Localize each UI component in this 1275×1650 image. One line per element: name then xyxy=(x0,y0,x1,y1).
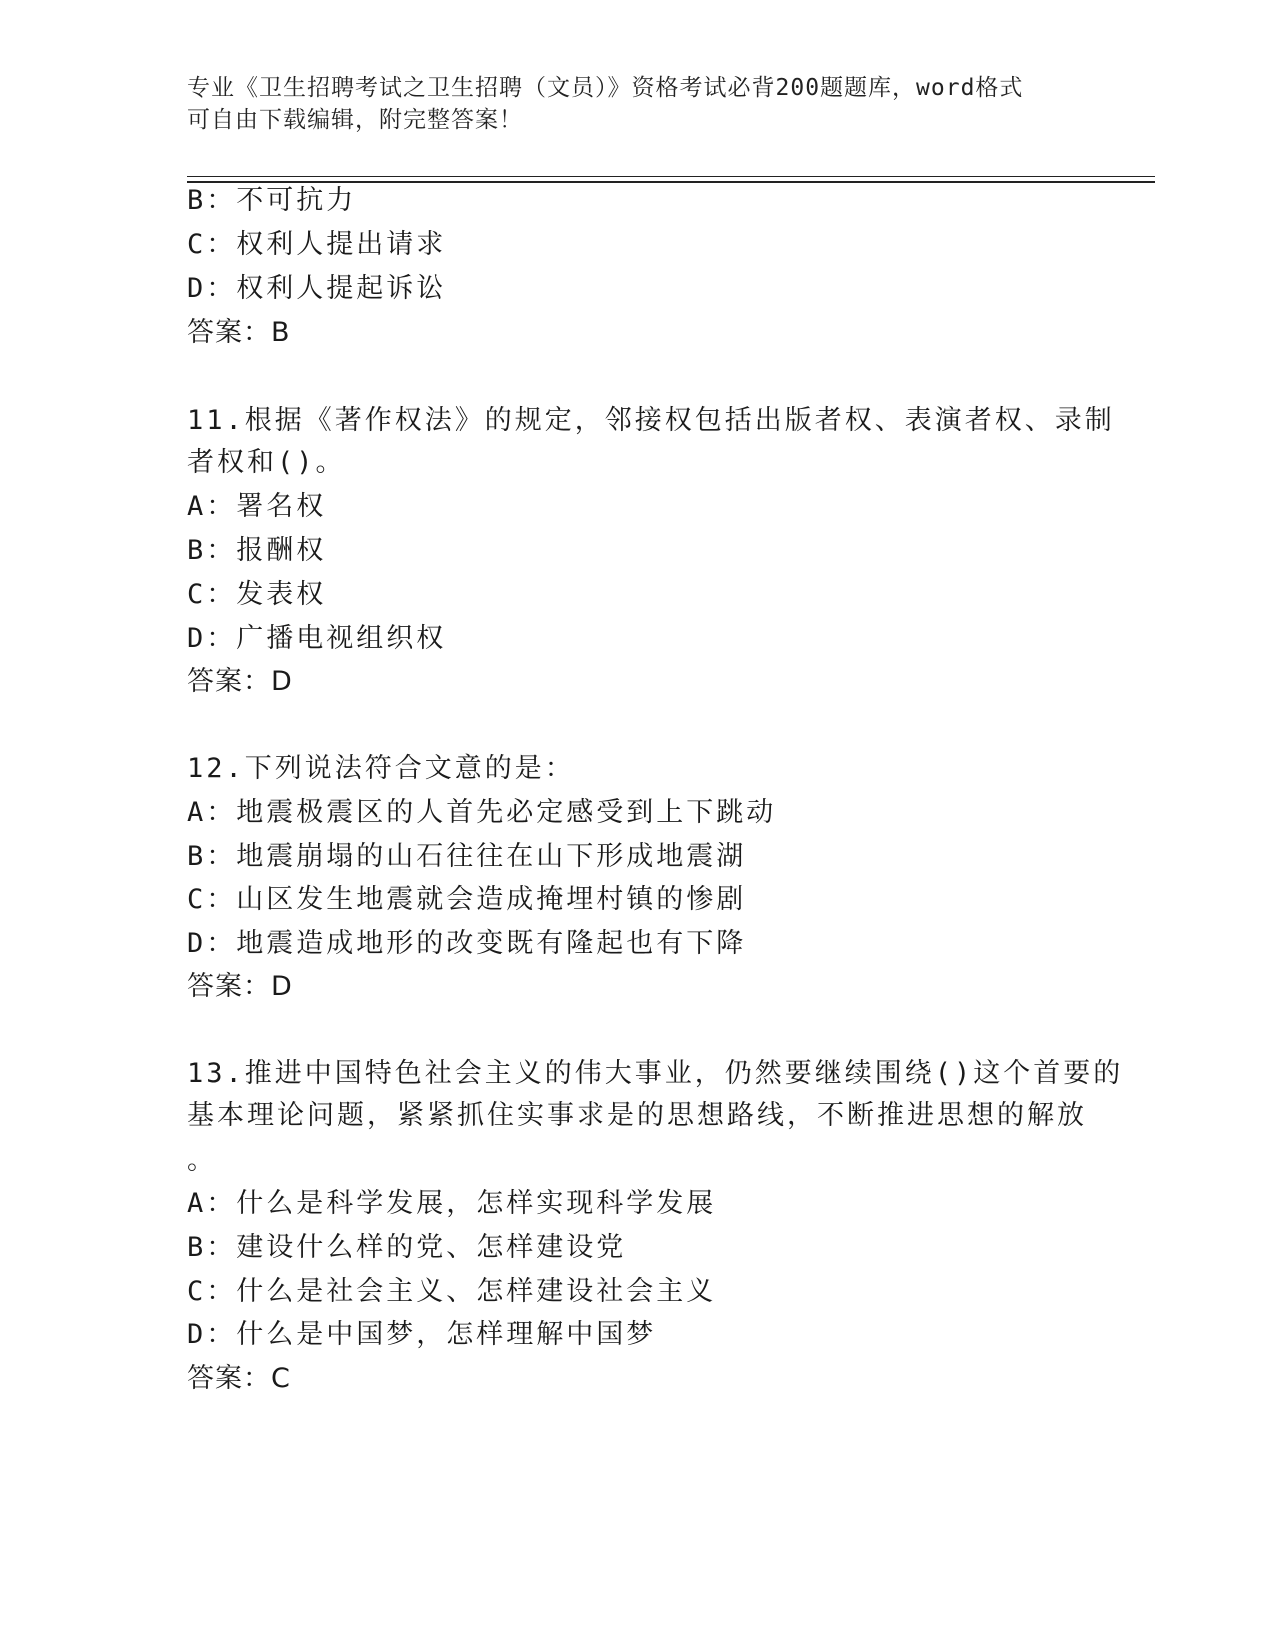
document-header xyxy=(187,72,1067,136)
prev-option-c: C：权利人提出请求 xyxy=(187,229,447,260)
q13-answer: 答案：C xyxy=(187,1363,291,1394)
q13-option-d: D：什么是中国梦，怎样理解中国梦 xyxy=(187,1319,657,1350)
q12-stem-line-1: 12.下列说法符合文意的是： xyxy=(187,753,575,784)
q13-option-a: A：什么是科学发展，怎样实现科学发展 xyxy=(187,1188,717,1219)
q11-option-d: D：广播电视组织权 xyxy=(187,623,447,654)
q11-option-a: A：署名权 xyxy=(187,491,327,522)
prev-option-b: B：不可抗力 xyxy=(187,185,357,216)
q11-stem-line-2: 者权和()。 xyxy=(187,447,346,478)
q12-option-b: B：地震崩塌的山石往往在山下形成地震湖 xyxy=(187,841,747,872)
q13-stem-line-2: 基本理论问题，紧紧抓住实事求是的思想路线，不断推进思想的解放 xyxy=(187,1100,1087,1131)
q11-stem-line-1: 11.根据《著作权法》的规定，邻接权包括出版者权、表演者权、录制 xyxy=(187,405,1115,436)
prev-answer: 答案：B xyxy=(187,317,291,348)
q12-option-c: C：山区发生地震就会造成掩埋村镇的惨剧 xyxy=(187,884,747,915)
header-line-1: 专业《卫生招聘考试之卫生招聘（文员）》资格考试必背200题题库，word格式 xyxy=(187,75,1024,101)
q12-option-a: A：地震极震区的人首先必定感受到上下跳动 xyxy=(187,797,777,828)
q11-option-b: B：报酬权 xyxy=(187,535,327,566)
header-divider-thin xyxy=(187,176,1155,177)
header-line-2: 可自由下载编辑，附完整答案！ xyxy=(187,107,523,133)
q12-option-d: D：地震造成地形的改变既有隆起也有下降 xyxy=(187,928,747,959)
q11-option-c: C：发表权 xyxy=(187,579,327,610)
q13-stem-line-3: 。 xyxy=(187,1145,217,1176)
q13-option-b: B：建设什么样的党、怎样建设党 xyxy=(187,1232,627,1263)
q12-answer: 答案：D xyxy=(187,971,293,1002)
q13-stem-line-1: 13.推进中国特色社会主义的伟大事业，仍然要继续围绕()这个首要的 xyxy=(187,1058,1124,1089)
q13-option-c: C：什么是社会主义、怎样建设社会主义 xyxy=(187,1276,717,1307)
q11-answer: 答案：D xyxy=(187,666,293,697)
prev-option-d: D：权利人提起诉讼 xyxy=(187,273,447,304)
